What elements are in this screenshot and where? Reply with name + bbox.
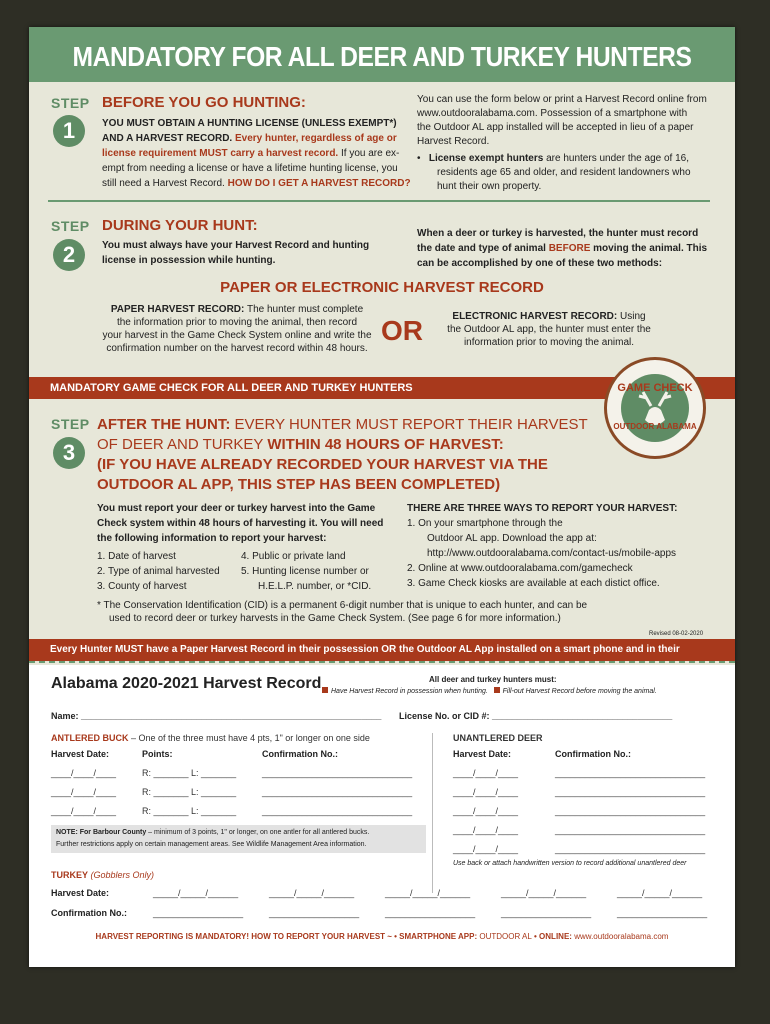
step-3-title-2b: WITHIN 48 HOURS OF HARVEST: [267, 436, 504, 453]
way-3: 3. Game Check kiosks are available at each distict office. [407, 578, 660, 589]
turkey-label: TURKEY [51, 870, 89, 880]
step-2-right-3: can be accomplished by one of these two methods: [417, 258, 663, 269]
unantlered-row[interactable] [453, 787, 706, 797]
turkey-date-4[interactable]: _____/_____/______ [501, 888, 587, 898]
info-item-4: 4. Public or private land [241, 551, 346, 562]
info-item-5: 5. Hunting license number or [241, 566, 369, 577]
methods-title: PAPER OR ELECTRONIC HARVEST RECORD [220, 279, 544, 296]
page-title: MANDATORY FOR ALL DEER AND TURKEY HUNTERS [72, 41, 692, 72]
antlered-date-header: Harvest Date: [51, 749, 110, 759]
unantlered-date-5[interactable]: ____/____/____ [453, 844, 519, 854]
form-title: Alabama 2020-2021 Harvest Record [51, 675, 322, 692]
step-1-line-3a: license requirement MUST carry a harvest record. [102, 148, 339, 159]
turkey-confirmation-header: Confirmation No.: [51, 908, 127, 918]
antlered-conf-2[interactable]: ______________________________ [262, 787, 413, 797]
exempt-text-2: residents age 65 and older, and resident landowners who [437, 167, 691, 178]
footer-website-link[interactable]: www.outdooralabama.com [574, 932, 669, 941]
info-item-2: 2. Type of animal harvested [97, 566, 220, 577]
turkey-date-header: Harvest Date: [51, 888, 110, 898]
cid-note-1: * The Conservation Identification (CID) is a permanent 6-digit number that is unique to each hunter, and can be [97, 600, 588, 611]
step-3-number: 3 [53, 437, 85, 469]
electronic-harvest-3: information prior to moving the animal. [463, 337, 635, 348]
turkey-date-2[interactable]: _____/_____/______ [269, 888, 355, 898]
step-3-label: STEP [51, 416, 90, 432]
barbour-note-box [51, 825, 426, 853]
info-item-1: 1. Date of harvest [97, 551, 176, 562]
way-2: 2. Online at www.outdooralabama.com/gamecheck [407, 563, 633, 574]
step-1-line-3b: If you are ex- [341, 148, 400, 159]
cut-line [29, 661, 735, 663]
must-1-bullet-icon [322, 687, 328, 693]
step-2-label: STEP [51, 218, 90, 234]
section-divider [48, 200, 710, 202]
use-back-note: Use back or attach handwritten version to record additional unantlered deer [453, 860, 687, 867]
turkey-conf-2[interactable]: __________________ [269, 908, 360, 918]
footer-app-name: OUTDOOR AL [479, 932, 532, 941]
name-field[interactable]: Name: ____________________________________________________________ [51, 711, 382, 721]
antlered-points-1[interactable]: R: _______ L: _______ [142, 768, 237, 778]
paper-harvest-3: your harvest in the Game Check System online and write the [102, 330, 372, 341]
step-3-title-2a: OF DEER AND TURKEY [97, 436, 264, 453]
must-1: Have Harvest Record in possession when hunting. [331, 688, 488, 695]
license-field[interactable]: License No. or CID #: ____________________________________ [399, 711, 673, 721]
game-check-badge [604, 357, 706, 459]
turkey-conf-3[interactable]: __________________ [385, 908, 476, 918]
band-1-text: MANDATORY GAME CHECK FOR ALL DEER AND TURKEY HUNTERS [50, 382, 413, 394]
paper-harvest-4: confirmation number on the harvest record within 48 hours. [106, 343, 368, 354]
exempt-text-3: hunt their own property. [437, 181, 542, 192]
barbour-note-2: Further restrictions apply on certain management areas. See Wildlife Management Area information. [56, 841, 367, 848]
cid-note [97, 599, 717, 625]
unantlered-conf-5[interactable]: ______________________________ [555, 844, 706, 854]
step-2-left-2: license in possession while hunting. [102, 255, 276, 266]
header-banner [29, 27, 735, 82]
antlered-label: ANTLERED BUCK [51, 733, 129, 743]
paper-harvest-text [99, 303, 375, 355]
step-2-title: DURING YOUR HUNT: [102, 217, 258, 234]
step-1-line-2b: Every hunter, regardless of age or [234, 133, 397, 144]
step-2-left-text [102, 238, 402, 268]
info-item-5b: H.E.L.P. number, or *CID. [258, 581, 372, 592]
antlered-points-2[interactable]: R: _______ L: _______ [142, 787, 237, 797]
step-2-right-1: When a deer or turkey is harvested, the hunter must record [417, 228, 699, 239]
step-1-right-text: You can use the form below or print a Harvest Record online from www.outdooralabama.com. Possession of a smartphone with the Outdoor AL app installed will be accepted in lieu of a paper Harvest Record. • License exempt hunters are hunters under the age of 16, residents age 65 and older, and resident landowners who hunt their own property. [417, 93, 717, 194]
step-1-number: 1 [53, 115, 85, 147]
turkey-date-1[interactable]: _____/_____/______ [153, 888, 239, 898]
unantlered-row[interactable] [453, 825, 706, 835]
step-2-left-1: You must always have your Harvest Record and hunting [102, 240, 370, 251]
step-1-line-2a: AND A HARVEST RECORD. [102, 133, 233, 144]
step-2-right-2a: the date and type of animal [417, 243, 546, 254]
barbour-note-1 [56, 828, 369, 838]
antlered-row[interactable] [51, 787, 413, 797]
electronic-harvest-label: ELECTRONIC HARVEST RECORD: [452, 311, 618, 322]
unantlered-row[interactable] [453, 806, 706, 816]
step-1-right-4: Harvest Record. [417, 136, 490, 147]
revised-date: Revised 08-02-2020 [649, 631, 704, 637]
turkey-note: (Gobblers Only) [90, 870, 155, 880]
antlered-date-3[interactable]: ____/____/____ [51, 806, 117, 816]
unantlered-date-header: Harvest Date: [453, 749, 512, 759]
step-2-number: 2 [53, 239, 85, 271]
badge-bottom-text: OUTDOOR ALABAMA [613, 422, 697, 431]
unantlered-date-3[interactable]: ____/____/____ [453, 806, 519, 816]
unantlered-row[interactable] [453, 768, 706, 778]
electronic-harvest-1: Using [620, 311, 646, 322]
antlered-conf-3[interactable]: ______________________________ [262, 806, 413, 816]
unantlered-conf-2[interactable]: ______________________________ [555, 787, 706, 797]
step-3-title-1b: EVERY HUNTER MUST REPORT THEIR HARVEST [234, 416, 588, 433]
footer-text-c: • ONLINE: [534, 932, 572, 941]
antlered-points-header: Points: [142, 749, 173, 759]
must-items [322, 687, 657, 697]
unantlered-date-1[interactable]: ____/____/____ [453, 768, 519, 778]
turkey-title [51, 870, 154, 880]
step-1-title: BEFORE YOU GO HUNTING: [102, 94, 306, 111]
barbour-label: NOTE: For Barbour County [56, 829, 147, 836]
turkey-conf-4[interactable]: __________________ [501, 908, 592, 918]
step-1-text [102, 116, 422, 191]
unantlered-date-2[interactable]: ____/____/____ [453, 787, 519, 797]
paper-harvest-2: the information prior to moving the animal, then record [116, 317, 358, 328]
antlered-row[interactable] [51, 806, 413, 816]
badge-top-text: GAME CHECK [617, 382, 693, 394]
paper-harvest-label: PAPER HARVEST RECORD: [110, 304, 245, 315]
unantlered-title: UNANTLERED DEER [453, 733, 543, 743]
footer [29, 932, 735, 941]
antlered-rule: – One of the three must have 4 pts, 1" or longer on one side [131, 733, 370, 743]
unantlered-conf-3[interactable]: ______________________________ [555, 806, 706, 816]
paper-harvest-1: The hunter must complete [246, 304, 364, 315]
info-item-3: 3. County of harvest [97, 581, 187, 592]
unantlered-confirmation-header: Confirmation No.: [555, 749, 631, 759]
step-1-line-1: YOU MUST OBTAIN A HUNTING LICENSE (UNLESS EXEMPT*) [102, 118, 397, 129]
turkey-date-3[interactable]: _____/_____/______ [385, 888, 471, 898]
way-1a: 1. On your smartphone through the [407, 518, 563, 529]
column-divider [432, 733, 433, 893]
exempt-label: License exempt hunters [428, 153, 544, 164]
step-2-right-text [417, 226, 717, 271]
step-3-title-3: (IF YOU HAVE ALREADY RECORDED YOUR HARVEST VIA THE [97, 456, 548, 473]
step-1-line-5a: still need a Harvest Record. [102, 178, 225, 189]
mobile-apps-link[interactable]: http://www.outdooralabama.com/contact-us/mobile-apps [427, 548, 677, 559]
step-2-right-2c: moving the animal. This [593, 243, 708, 254]
turkey-conf-5[interactable]: __________________ [617, 908, 708, 918]
antlered-confirmation-header: Confirmation No.: [262, 749, 338, 759]
step-3-title [97, 415, 597, 495]
step-3-title-1a: AFTER THE HUNT: [97, 416, 231, 433]
harvest-record-page [29, 27, 735, 967]
antlered-conf-1[interactable]: ______________________________ [262, 768, 413, 778]
step-1-right-2: www.outdooralabama.com. Possession of a smartphone with [417, 108, 688, 119]
name-label: Name: [51, 711, 79, 721]
license-label: License No. or CID #: [399, 711, 490, 721]
exempt-text-1: are hunters under the age of 16, [546, 153, 689, 164]
electronic-harvest-text [439, 310, 659, 349]
antlered-date-2[interactable]: ____/____/____ [51, 787, 117, 797]
step-1-label: STEP [51, 95, 90, 111]
barbour-text: – minimum of 3 points, 1" or longer, on one antler for all antlered bucks. [148, 829, 370, 836]
turkey-conf-1[interactable]: __________________ [153, 908, 244, 918]
step-3-left-text [97, 501, 397, 546]
way-1b: Outdoor AL app. Download the app at: [427, 533, 597, 544]
harvest-record-form [29, 665, 735, 967]
three-ways-text [407, 501, 727, 591]
unantlered-row[interactable] [453, 844, 706, 854]
step-3-left-2: Check system within 48 hours of harvesting it. You will need [97, 518, 384, 529]
band-2-text: Every Hunter MUST have a Paper Harvest Record in their possession OR the Outdoor AL App installed on a smart phone and in their [50, 644, 680, 655]
must-2-bullet-icon [494, 687, 500, 693]
unantlered-conf-4[interactable]: ______________________________ [555, 825, 706, 835]
unantlered-conf-1[interactable]: ______________________________ [555, 768, 706, 778]
antlered-date-1[interactable]: ____/____/____ [51, 768, 117, 778]
or-separator: OR [381, 315, 423, 346]
must-2: Fill-out Harvest Record before moving the animal. [502, 688, 657, 695]
before-emphasis: BEFORE [548, 243, 591, 254]
all-must-label: All deer and turkey hunters must: [429, 675, 557, 684]
possession-band [29, 639, 735, 661]
how-to-get-harvest-record-link[interactable]: HOW DO I GET A HARVEST RECORD? [227, 178, 411, 189]
info-list-b [241, 549, 391, 594]
step-3-left-1: You must report your deer or turkey harvest into the Game [97, 503, 376, 514]
step-1-right-1: You can use the form below or print a Harvest Record online from [417, 94, 707, 105]
unantlered-date-4[interactable]: ____/____/____ [453, 825, 519, 835]
turkey-date-5[interactable]: _____/_____/______ [617, 888, 703, 898]
step-3-left-3: the following information to report your harvest: [97, 533, 327, 544]
step-3-title-4: OUTDOOR AL APP, THIS STEP HAS BEEN COMPLETED) [97, 476, 501, 493]
three-ways-title: THERE ARE THREE WAYS TO REPORT YOUR HARVEST: [407, 503, 678, 514]
electronic-harvest-2: the Outdoor AL app, the hunter must enter the [447, 324, 651, 335]
info-list-a [97, 549, 237, 594]
step-1-line-4: empt from needing a license or have a lifetime hunting license, you [102, 163, 398, 174]
antlered-row[interactable] [51, 768, 413, 778]
footer-text-a: HARVEST REPORTING IS MANDATORY! HOW TO REPORT YOUR HARVEST ~ • SMARTPHONE APP: [95, 932, 478, 941]
antlered-points-3[interactable]: R: _______ L: _______ [142, 806, 237, 816]
step-1-right-3: the Outdoor AL app installed will be accepted in lieu of a paper [417, 122, 694, 133]
antlered-title [51, 733, 370, 743]
cid-note-2: used to record deer or turkey harvests in the Game Check System. (See page 6 for more information.) [109, 613, 561, 624]
